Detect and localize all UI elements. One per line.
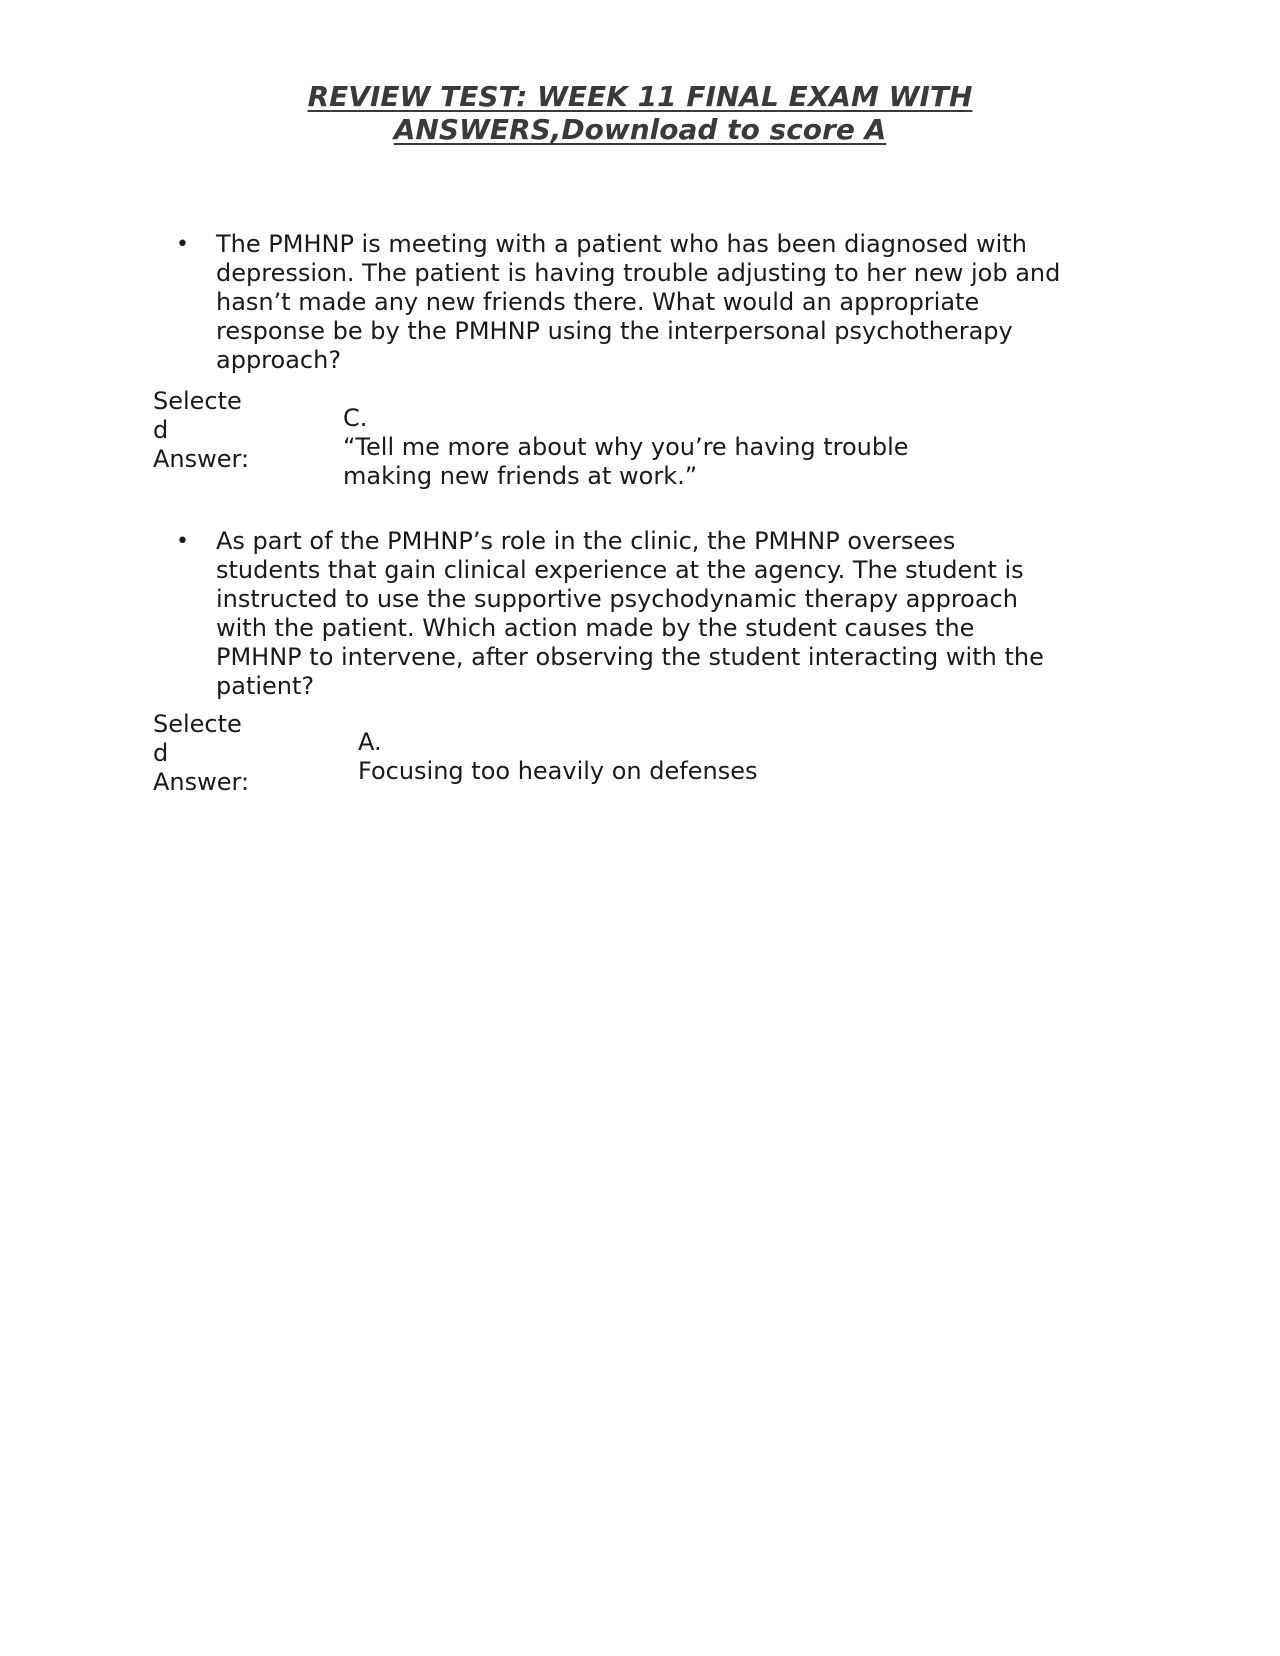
answer-letter: C. (343, 404, 368, 432)
answer-text: “Tell me more about why you’re having trouble making new friends at work.” (343, 433, 909, 490)
selected-answer-label: Selecte d Answer: (153, 710, 250, 796)
bullet-icon: • (176, 232, 189, 257)
question-text: The PMHNP is meeting with a patient who has been diagnosed with depression. The patient is having trouble adjusting to her new job and hasn’t made any new friends there. What would an appropriate response be by the PMHNP using the interpersonal psychotherapy approach? (216, 230, 1061, 374)
selected-answer (358, 728, 958, 786)
question-item (176, 527, 1076, 707)
selected-answer (343, 404, 963, 491)
answer-text: Focusing too heavily on defenses (358, 757, 758, 785)
bullet-icon: • (176, 529, 189, 554)
selected-answer-label: Selecte d Answer: (153, 387, 250, 473)
answer-letter: A. (358, 728, 382, 756)
document-title: REVIEW TEST: WEEK 11 FINAL EXAM WITH ANSWERS,Download to score A (307, 80, 973, 146)
question-item (176, 230, 1076, 380)
question-text: As part of the PMHNP’s role in the clinic, the PMHNP oversees students that gain clinical experience at the agency. The student is instructed to use the supportive psychodynamic therapy approach with the patient. Which action made by the student causes the PMHNP to intervene, after observing the student interacting with the patient? (216, 527, 1044, 700)
